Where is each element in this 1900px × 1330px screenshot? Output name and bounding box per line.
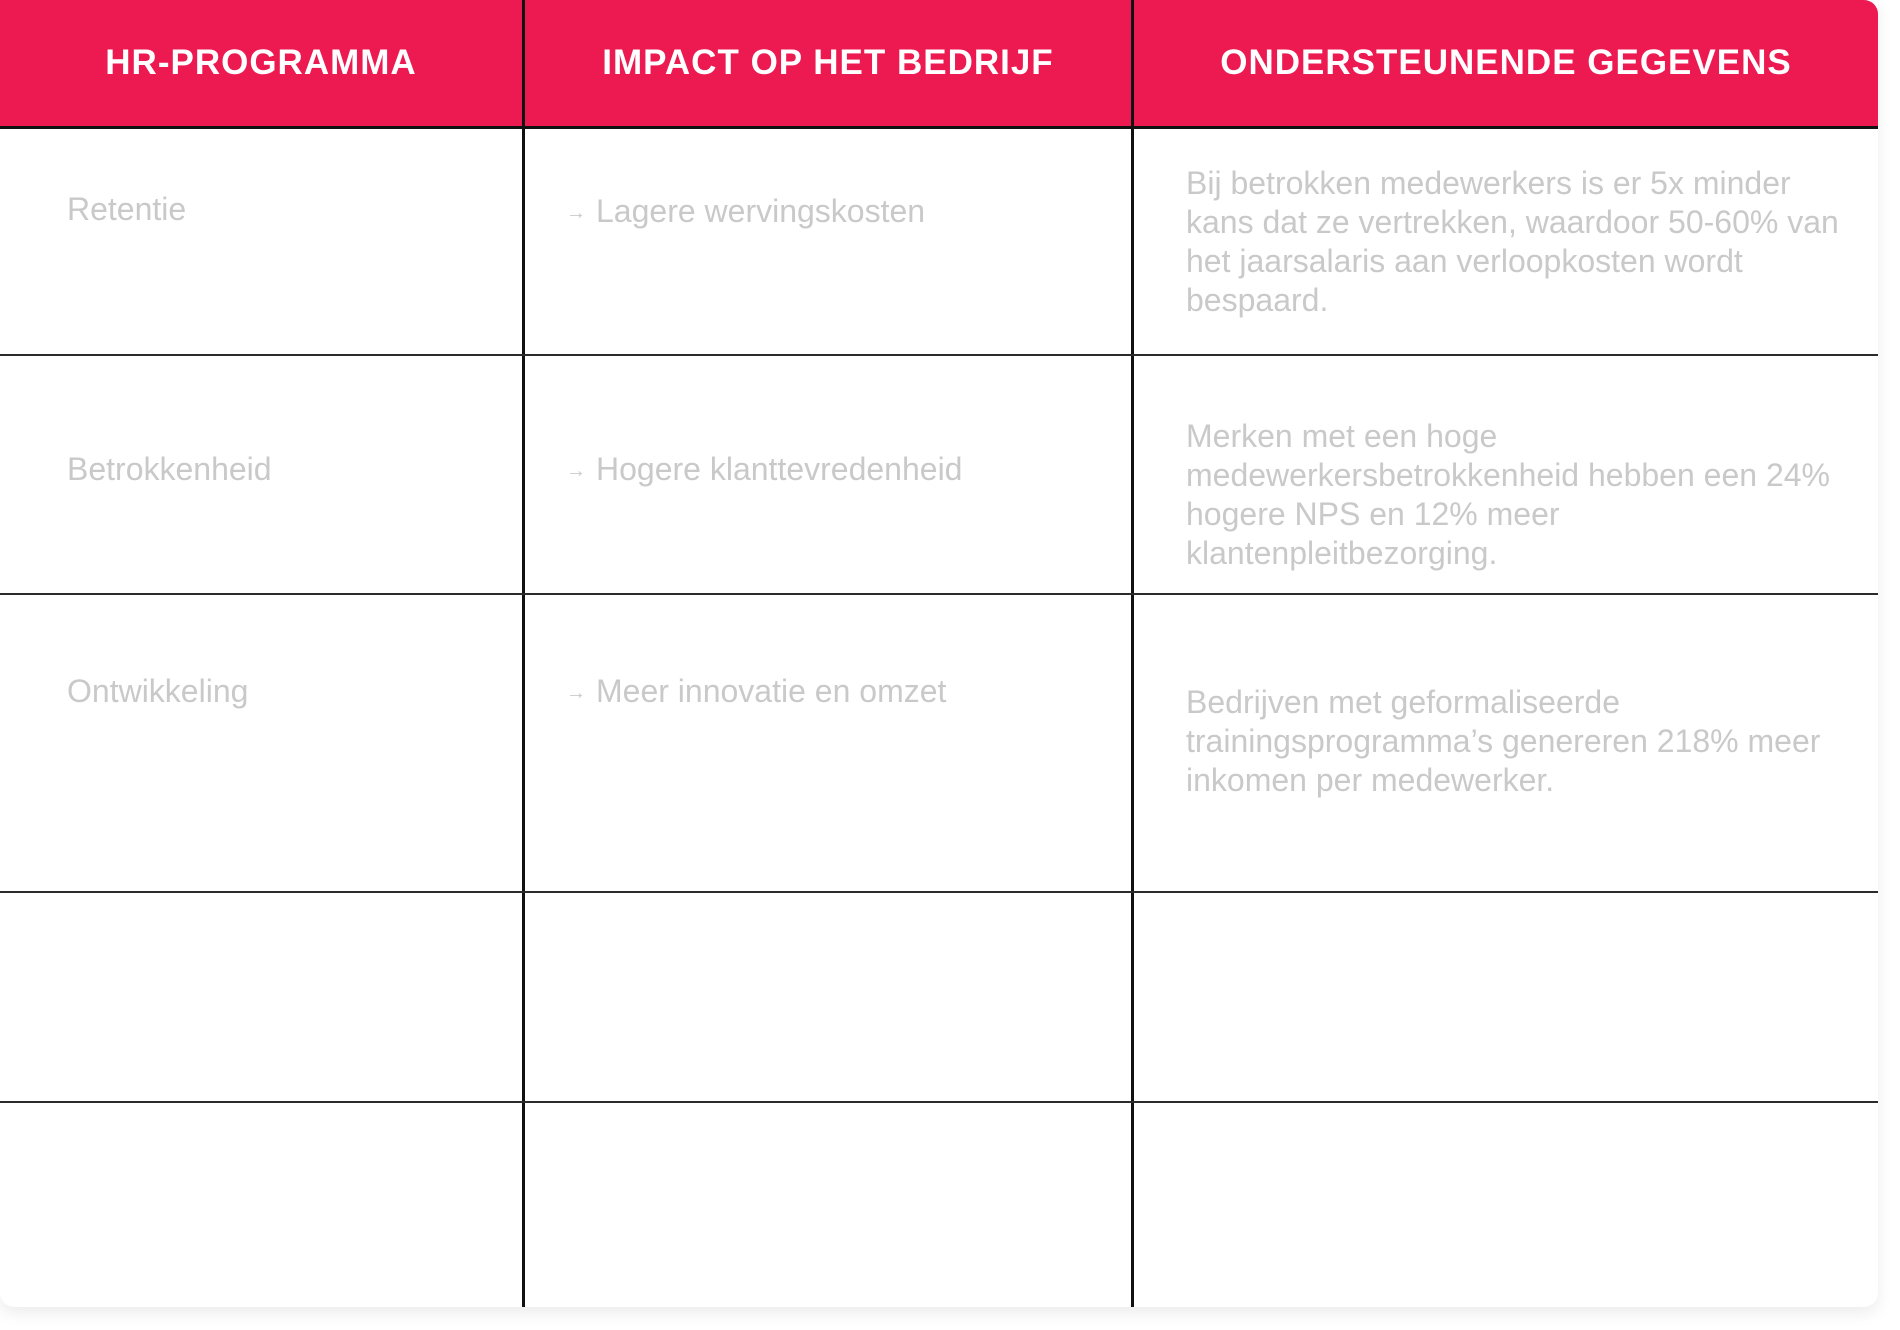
row-divider [0,891,1878,893]
table-cell-program: Betrokkenheid [67,451,272,487]
row-divider [0,354,1878,356]
table-cell-supporting-data: Bij betrokken medewerkers is er 5x minder kans dat ze vertrekken, waardoor 50-60% van het jaarsalaris aan verloopkosten wordt bespaard. [1186,165,1839,318]
table-cell-impact [566,450,1116,491]
table-cell-supporting-data: Merken met een hoge medewerkersbetrokkenheid hebben een 24% hogere NPS en 12% meer klantenpleitbezorging. [1186,418,1830,571]
table-cell-program: Retentie [67,191,187,227]
arrow-right-icon: → [566,460,586,483]
table-cell-impact [566,192,1116,233]
table-cell-impact [566,672,1116,713]
impact-text: Lagere wervingskosten [596,193,926,229]
table-cell-program: Ontwikkeling [67,673,249,709]
arrow-right-icon: → [566,682,586,705]
column-header-ondersteunende-gegevens: ONDERSTEUNENDE GEGEVENS [1220,43,1792,82]
column-divider [1131,0,1134,1307]
row-divider [0,593,1878,595]
impact-text: Meer innovatie en omzet [596,673,947,709]
row-divider [0,1101,1878,1103]
column-header-impact: IMPACT OP HET BEDRIJF [602,43,1054,82]
column-header-hr-programma: HR-PROGRAMMA [105,43,417,82]
impact-text: Hogere klanttevredenheid [596,451,963,487]
arrow-right-icon: → [566,202,586,225]
table-cell-supporting-data: Bedrijven met geformaliseerde trainingsprogramma’s genereren 218% meer inkomen per medewerker. [1186,684,1821,798]
column-divider [522,0,525,1307]
table-header [0,0,1878,129]
